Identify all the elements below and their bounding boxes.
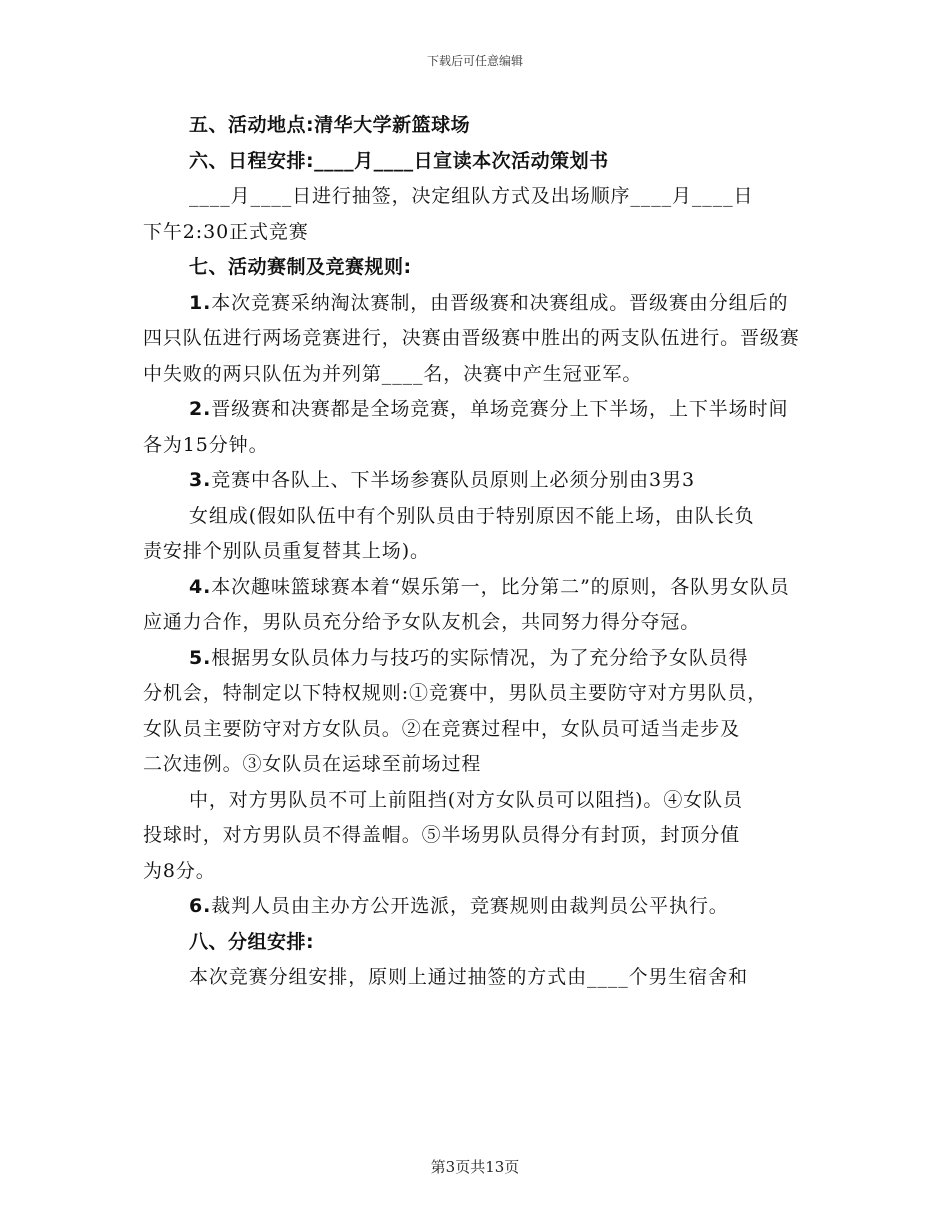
rule-5-line-1 (143, 641, 803, 677)
section-6-line-2: 下午2:30正式竞赛 (143, 220, 309, 243)
rule-5-paragraph (143, 641, 803, 890)
rule-3-paragraph (143, 463, 803, 570)
section-6-heading: 六、日程安排:____月____日宣读本次活动策划书 (189, 149, 609, 172)
section-8-paragraph: 本次竞赛分组安排，原则上通过抽签的方式由____个男生宿舍和 (189, 966, 749, 988)
rule-6-paragraph (143, 889, 803, 925)
rule-4-paragraph (143, 570, 803, 641)
section-6-paragraph (143, 179, 803, 250)
rule-5-line-5: 中，对方男队员不可上前阻挡(对方女队员可以阻挡)。④女队员 (189, 788, 743, 811)
rule-1-paragraph (143, 286, 803, 393)
rule-5-line-7: 为8分。 (143, 859, 216, 882)
rule-6-number: 6. (189, 895, 212, 917)
rule-3-line-3: 责安排个别队员重复替其上场)。 (143, 540, 430, 562)
section-8-heading: 八、分组安排: (189, 930, 315, 953)
page-header: 下载后可任意编辑 (426, 54, 523, 68)
rule-3-line-1 (143, 463, 803, 499)
rule-5-line-6: 投球时，对方男队员不得盖帽。⑤半场男队员得分有封顶，封顶分值 (143, 824, 741, 846)
section-7-heading: 七、活动赛制及竞赛规则: (189, 256, 412, 278)
rule-3-line-1-text: 竞赛中各队上、下半场参赛队员原则上必须分别由3男3 (211, 469, 695, 491)
rule-1-number: 1. (189, 291, 212, 314)
rule-6-text: 裁判人员由主办方公开选派，竞赛规则由裁判员公平执行。 (211, 895, 729, 917)
rule-5-line-3: 女队员主要防守对方女队员。②在竞赛过程中，女队员可适当走步及 (143, 717, 741, 740)
rule-5-line-1-text: 根据男女队员体力与技巧的实际情况，为了充分给予女队员得 (211, 646, 749, 669)
rule-1-text: 本次竞赛采纳淘汰赛制，由晋级赛和决赛组成。晋级赛由分组后的四只队伍进行两场竞赛进行，决赛由晋级赛中胜出的两支队伍进行。晋级赛中失败的两只队伍为并列第____名，决赛中产生冠亚军。 (143, 291, 800, 385)
rule-2-number: 2. (189, 398, 212, 420)
rule-4-text: 本次趣味篮球赛本着“娱乐第一，比分第二”的原则，各队男女队员应通力合作，男队员充分给予女队友机会，共同努力得分夺冠。 (143, 575, 790, 633)
document-body (143, 108, 803, 996)
rule-4-number: 4. (189, 575, 212, 598)
rule-2-paragraph (143, 392, 803, 463)
rule-5-number: 5. (189, 646, 212, 669)
rule-5-line-2: 分机会，特制定以下特权规则:①竞赛中，男队员主要防守对方男队员， (143, 682, 768, 704)
section-5-heading: 五、活动地点:清华大学新篮球场 (189, 114, 471, 136)
rule-3-line-2: 女组成(假如队伍中有个别队员由于特别原因不能上场，由队长负 (189, 504, 755, 527)
page-footer: 第3页共13页 (430, 1158, 520, 1176)
rule-3-number: 3. (189, 469, 212, 491)
rule-5-line-4: 二次违例。③女队员在运球至前场过程 (143, 753, 482, 775)
section-6-line-1: ____月____日进行抽签，决定组队方式及出场顺序____月____日 (189, 185, 754, 207)
rule-2-text: 晋级赛和决赛都是全场竞赛，单场竞赛分上下半场，上下半场时间各为15分钟。 (143, 398, 789, 456)
